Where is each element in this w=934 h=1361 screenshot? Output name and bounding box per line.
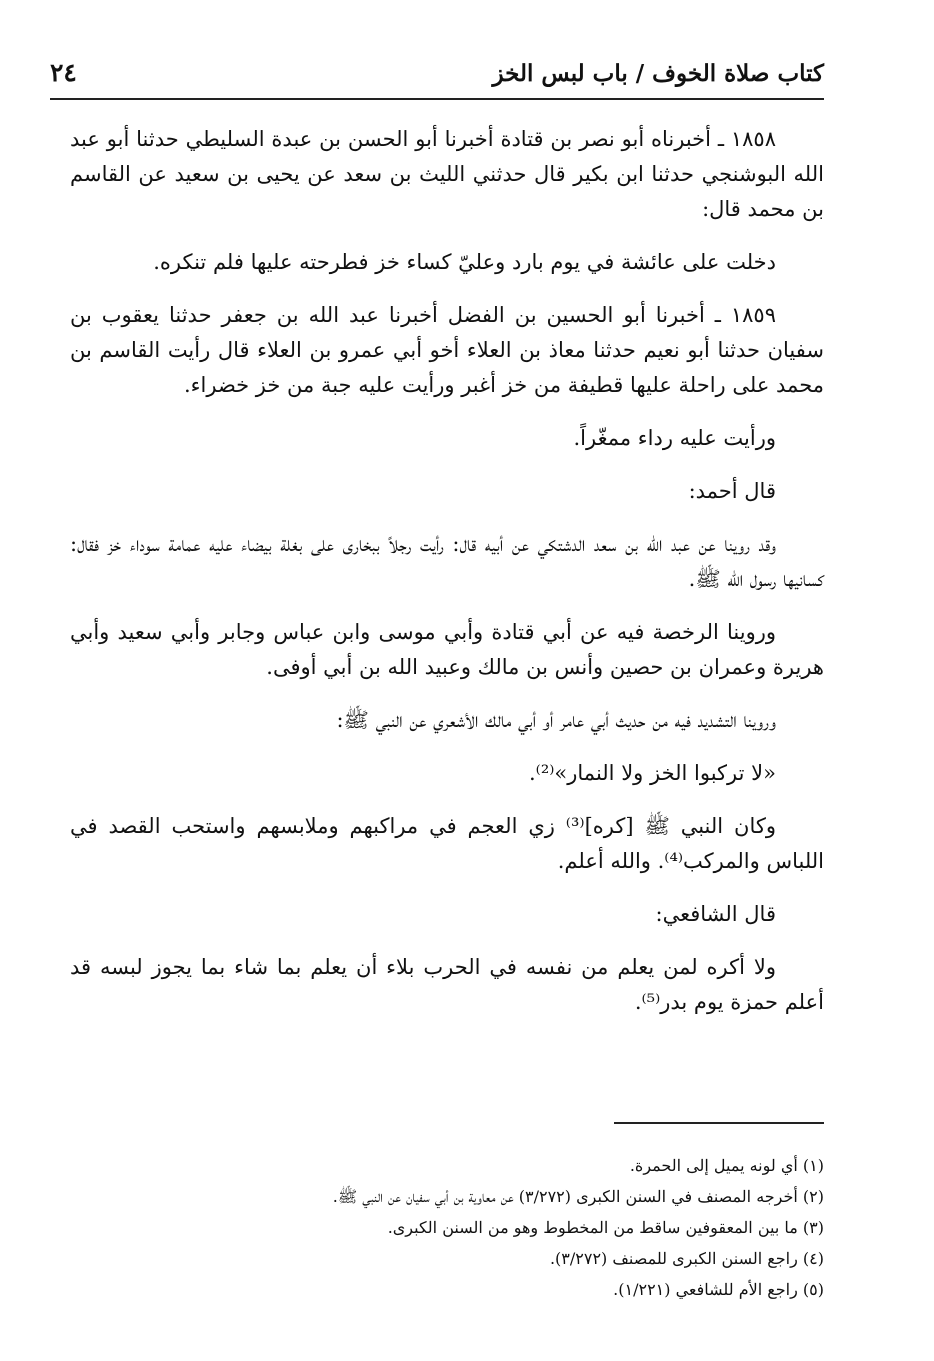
main-text bbox=[70, 122, 824, 1038]
paragraph-tashdid: وروينا التشديد فيه من حديث أبي عامر أو أبي مالك الأشعري عن النبي ﷺ: bbox=[336, 708, 776, 732]
footnote-2: (٢) أخرجه المصنف في السنن الكبرى (٣/٢٧٢) عن معاوية بن أبي سفيان عن النبي ﷺ. bbox=[332, 1187, 824, 1206]
page-header bbox=[50, 58, 824, 100]
paragraph-rida-report: ورأيت عليه رداء ممغّراً. bbox=[573, 426, 776, 450]
page-number: ٢٤ bbox=[50, 58, 77, 87]
paragraph-hadith-1859: ١٨٥٩ ـ أخبرنا أبو الحسين بن الفضل أخبرنا عبد الله بن جعفر حدثنا يعقوب بن سفيان حدثنا أبو نعيم حدثنا معاذ بن العلاء أخو أبي عمرو بن العلاء قال رأيت القاسم بن محمد على راحلة عليها قطيفة من خز أغبر ورأيت عليه جبة من خز خضراء. bbox=[70, 303, 824, 397]
paragraph-qal-shafii: قال الشافعي: bbox=[655, 902, 776, 926]
footnote-1: (١) أي لونه يميل إلى الحمرة. bbox=[629, 1156, 824, 1175]
footnote-4: (٤) راجع السنن الكبرى للمصنف (٣/٢٧٢). bbox=[549, 1249, 824, 1268]
running-title: كتاب صلاة الخوف / باب لبس الخز bbox=[492, 60, 824, 87]
paragraph-dashtaki-report: وقد روينا عن عبد الله بن سعد الدشتكي عن أبيه قال: رأيت رجلاً ببخارى على بغلة بيضاء عليه عمامة سوداء خز فقال: كسانيها رسول الله ﷺ. bbox=[70, 532, 824, 591]
paragraph-qal-ahmad: قال أحمد: bbox=[688, 479, 776, 503]
paragraph-prophetic-saying: «لا تركبوا الخز ولا النمار»⁽²⁾. bbox=[529, 761, 776, 785]
footnote-5: (٥) راجع الأم للشافعي (١/٢٢١). bbox=[613, 1280, 824, 1299]
footnote-divider bbox=[614, 1122, 824, 1124]
footnotes bbox=[70, 1150, 824, 1305]
footnote-3: (٣) ما بين المعقوفين ساقط من المخطوط وهو من السنن الكبرى. bbox=[387, 1218, 824, 1237]
paragraph-rukhsa: وروينا الرخصة فيه عن أبي قتادة وأبي موسى وابن عباس وجابر وأبي سعيد وأبي هريرة وعمران بن حصين وأنس بن مالك وعبيد الله بن أبي أوفى. bbox=[70, 620, 824, 679]
paragraph-hamza-badr: ولا أكره لمن يعلم من نفسه في الحرب بلاء أن يعلم بما شاء بما يجوز لبسه قد أعلم حمزة يوم بدر⁽⁵⁾. bbox=[70, 955, 824, 1014]
paragraph-aisha-report: دخلت على عائشة في يوم بارد وعليّ كساء خز فطرحته عليها فلم تنكره. bbox=[153, 250, 776, 274]
paragraph-hadith-1858: ١٨٥٨ ـ أخبرناه أبو نصر بن قتادة أخبرنا أبو الحسن بن عبدة السليطي حدثنا أبو عبد الله البوشنجي حدثنا ابن بكير قال حدثني الليث بن سعد عن يحيى بن سعيد عن القاسم بن محمد قال: bbox=[70, 127, 824, 221]
paragraph-ajam-dress: وكان النبي ﷺ [كره]⁽³⁾ زي العجم في مراكبهم وملابسهم واستحب القصد في اللباس والمركب⁽⁴⁾. والله أعلم. bbox=[70, 814, 824, 873]
